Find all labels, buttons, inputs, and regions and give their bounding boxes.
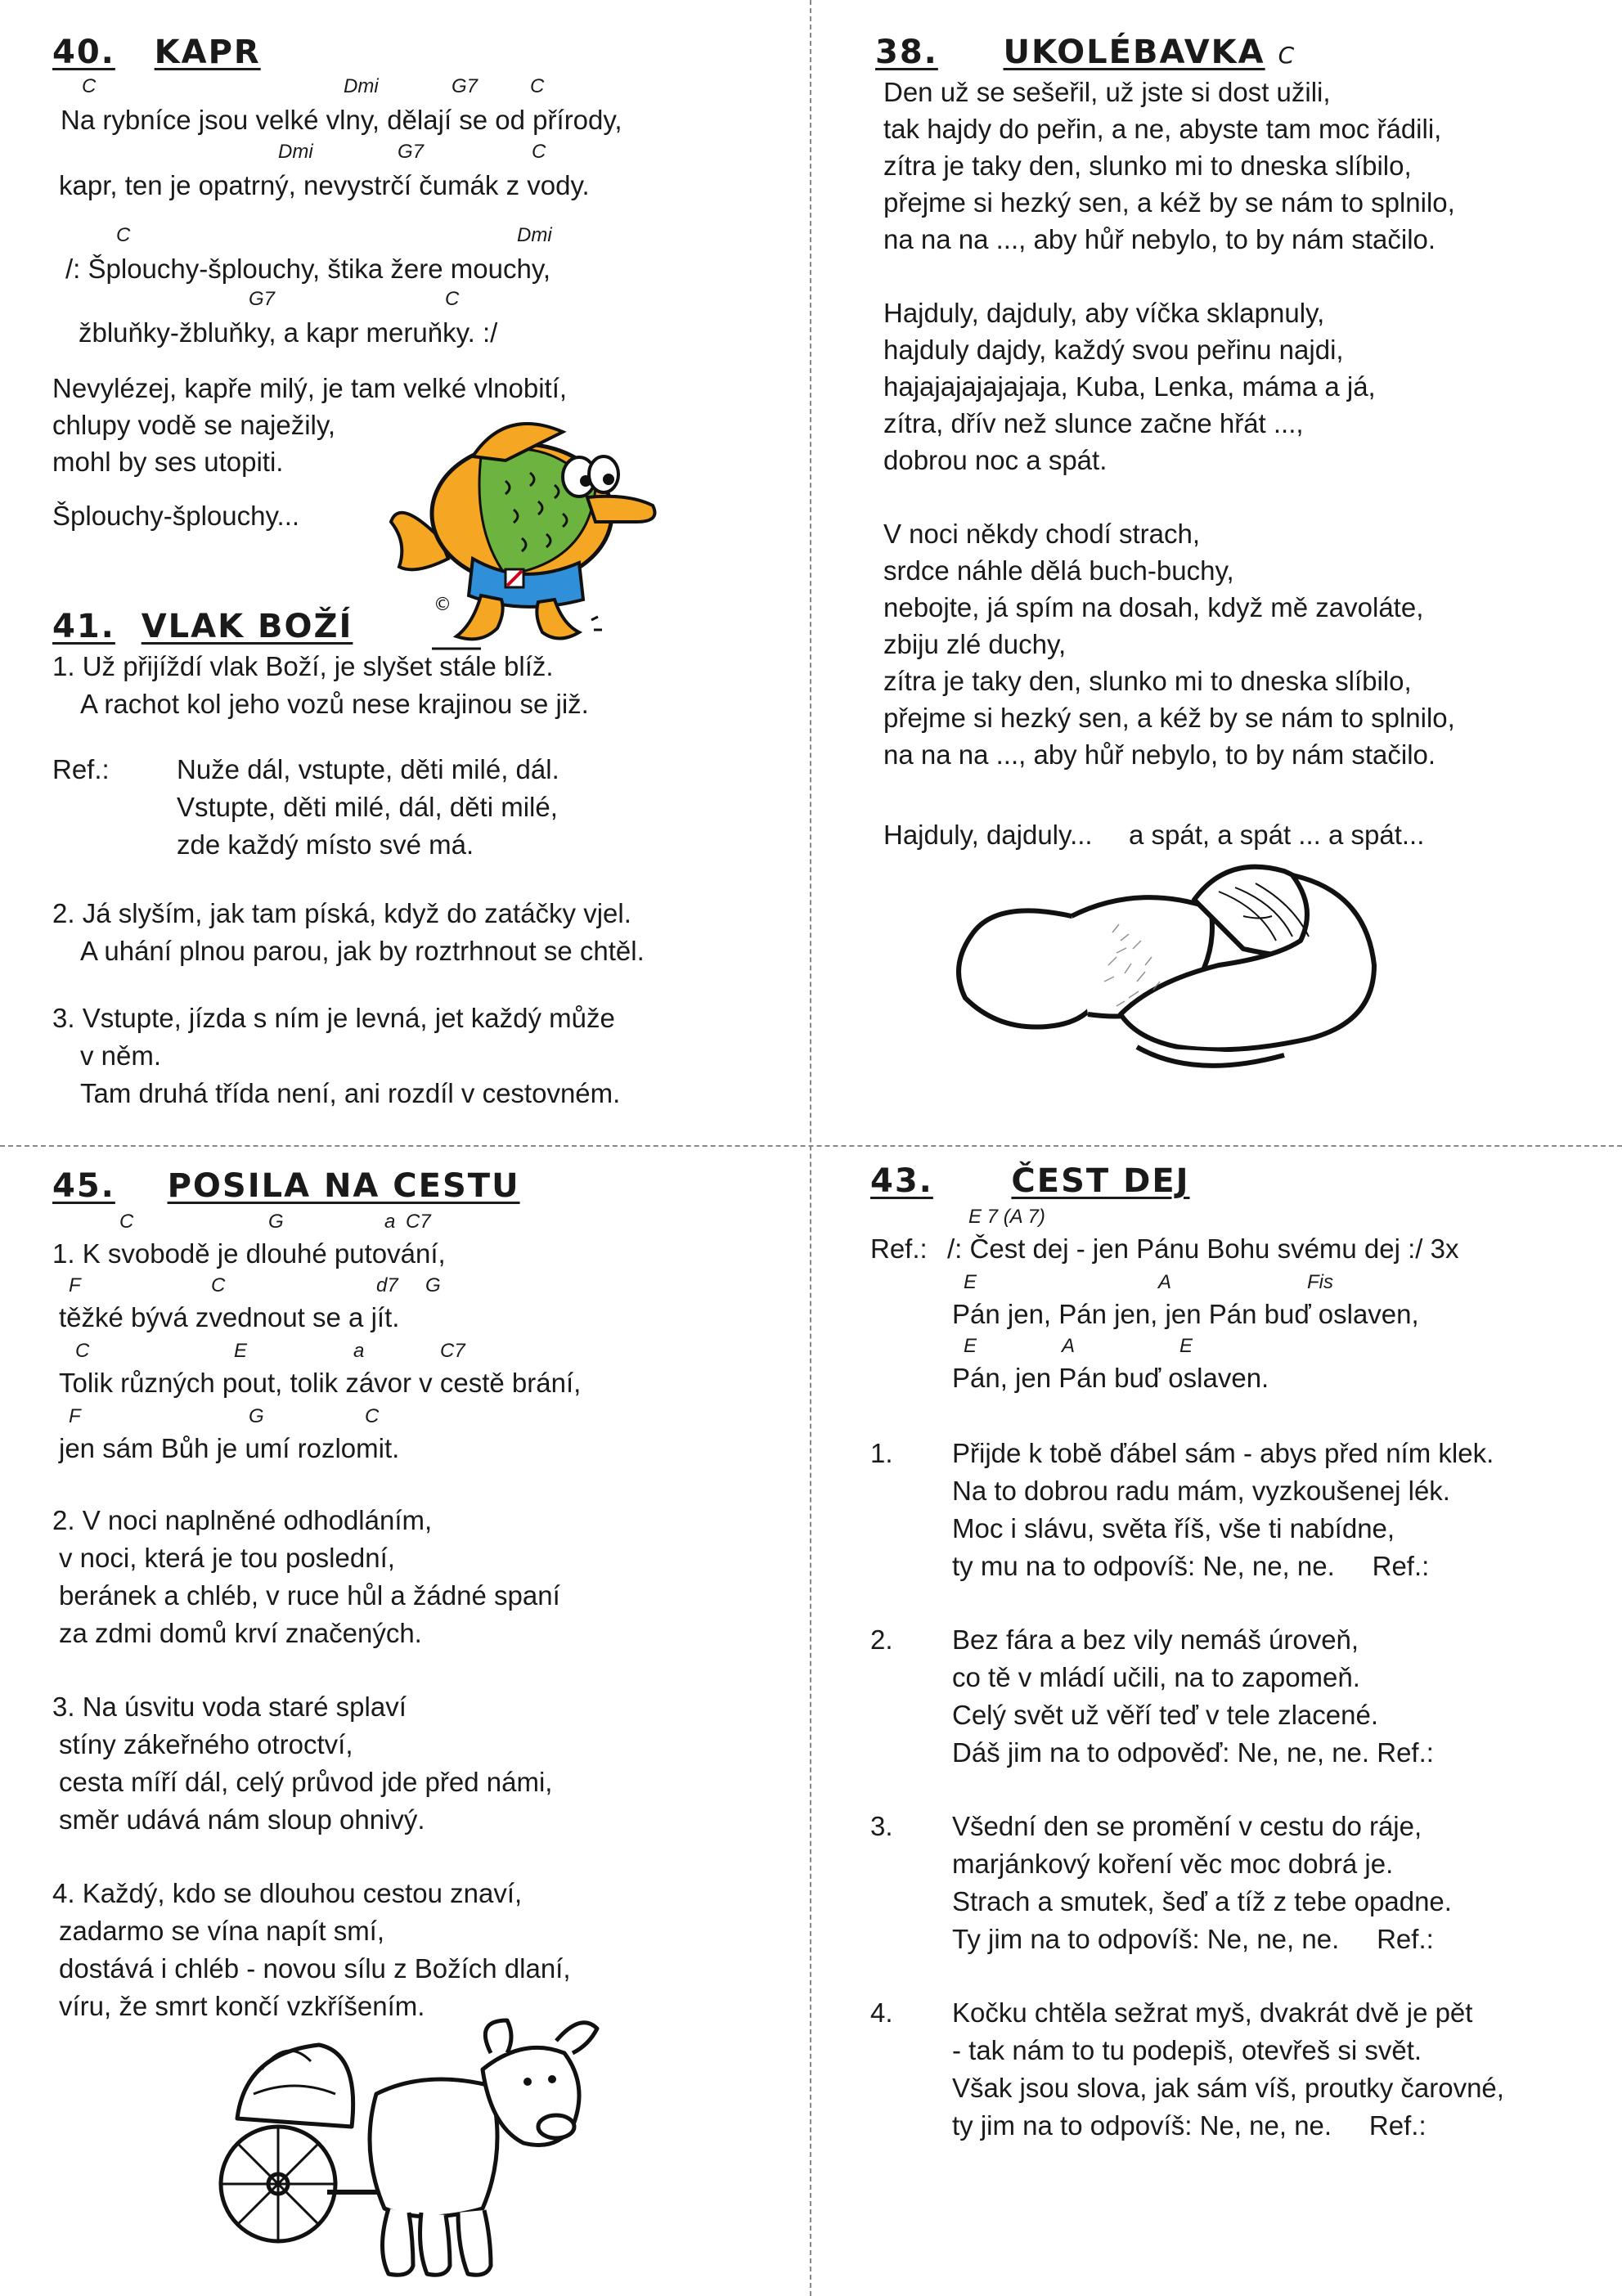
lyric-line: beránek a chléb, v ruce hůl a žádné spaní	[59, 1580, 560, 1611]
lyric-line: Tam druhá třída není, ani rozdíl v cestovném.	[80, 1078, 621, 1108]
chord: C	[365, 1405, 380, 1427]
lyric-line: Ty jim na to odpovíš: Ne, ne, ne. Ref.:	[952, 1924, 1434, 1954]
lyric-line: Kočku chtěla sežrat myš, dvakrát dvě je pět	[952, 1997, 1473, 2028]
lyric-line: V noci někdy chodí strach,	[883, 519, 1201, 549]
lyric-line: jen sám Bůh je umí rozlomit.	[59, 1433, 400, 1463]
lyric-line: 3. Na úsvitu voda staré splaví	[52, 1692, 407, 1722]
refrain-label: Ref.:	[870, 1233, 928, 1264]
lyric-line: kapr, ten je opatrný, nevystrčí čumák z vody.	[59, 170, 590, 200]
lyric-line: Hajduly, dajduly, aby víčka sklapnuly,	[883, 298, 1325, 328]
chord: Dmi	[344, 75, 379, 97]
ending-line: a spát, a spát ... a spát...	[1129, 820, 1425, 850]
chord: F	[69, 1405, 81, 1427]
lyric-line: stíny zákeřného otroctví,	[59, 1729, 353, 1759]
lyric-line: Strach a smutek, šeď a tíž z tebe opadne.	[952, 1886, 1452, 1916]
lyric-line: za zdmi domů krví značených.	[59, 1618, 422, 1648]
chord: G7	[398, 141, 425, 163]
refrain-reference: Šplouchy-šplouchy...	[52, 501, 300, 531]
lyric-line: Moc i slávu, světa říš, vše ti nabídne,	[952, 1513, 1395, 1543]
lyric-line: Nuže dál, vstupte, děti milé, dál.	[177, 754, 559, 784]
verse-number: 2.	[870, 1624, 893, 1655]
chord: G	[268, 1211, 284, 1233]
chord: d7	[376, 1274, 398, 1296]
lyric-line: A uhání plnou parou, jak by roztrhnout se chtěl.	[80, 936, 645, 966]
chord: C	[82, 75, 97, 97]
lyric-line: chlupy vodě se naježily,	[52, 410, 336, 440]
lyric-line: zítra je taky den, slunko mi to dneska slíbilo,	[883, 666, 1412, 696]
chord: G	[249, 1405, 264, 1427]
lyric-line: - tak nám to tu podepiš, otevřeš si svět.	[952, 2035, 1422, 2065]
lyric-line: /: Čest dej - jen Pánu Bohu svému dej :/ 3x	[947, 1233, 1459, 1264]
lyric-line: nebojte, já spím na dosah, když mě zavoláte,	[883, 592, 1424, 622]
chord: E 7 (A 7)	[968, 1206, 1045, 1228]
lyric-line: těžké bývá zvednout se a jít.	[59, 1302, 400, 1332]
lyric-line: Na rybníce jsou velké vlny, dělají se od přírody,	[61, 105, 622, 135]
chord: G	[425, 1274, 441, 1296]
lyric-line: Nevylézej, kapře milý, je tam velké vlnobití,	[52, 373, 568, 403]
lyric-line: na na na ..., aby hůř nebylo, to by nám stačilo.	[883, 739, 1436, 770]
song-key: C	[1278, 42, 1295, 69]
verse-number: 3.	[870, 1811, 893, 1841]
lyric-line: zadarmo se vína napít smí,	[59, 1916, 385, 1946]
lyric-line: přejme si hezký sen, a kéž by se nám to splnilo,	[883, 703, 1455, 733]
lyric-line: /: Šplouchy-šplouchy, štika žere mouchy,	[65, 254, 551, 284]
sleeping-child-illustration-icon	[949, 859, 1382, 1080]
song-title-cest-dej: 43. ČEST DEJ	[870, 1162, 1190, 1200]
lyric-line: Přijde k tobě ďábel sám - abys před ním klek.	[952, 1438, 1494, 1468]
chord: C	[116, 224, 131, 246]
lyric-line: cesta míří dál, celý průvod jde před námi,	[59, 1767, 553, 1797]
lyric-line: marjánkový koření věc moc dobrá je.	[952, 1849, 1394, 1879]
lyric-line: Pán, jen Pán buď oslaven.	[952, 1363, 1269, 1393]
horizontal-cut-line	[0, 1145, 1622, 1147]
chord: A	[1062, 1335, 1076, 1357]
lyric-line: víru, že smrt končí vzkříšením.	[59, 1991, 425, 2021]
chord: E	[234, 1340, 248, 1362]
lyric-line: Však jsou slova, jak sám víš, proutky čarovné,	[952, 2073, 1504, 2103]
chord: Fis	[1307, 1271, 1333, 1293]
refrain-label: Ref.:	[52, 754, 110, 784]
lyric-line: srdce náhle dělá buch-buchy,	[883, 555, 1234, 586]
chord: A	[1158, 1271, 1172, 1293]
lyric-line: zítra, dřív než slunce začne hřát ...,	[883, 408, 1304, 438]
chord: E	[964, 1335, 977, 1357]
song-title-posila-na-cestu: 45. POSILA NA CESTU	[52, 1167, 520, 1205]
lyric-line: zbiju zlé duchy,	[883, 629, 1067, 659]
chord: a	[353, 1340, 365, 1362]
lyric-line: tak hajdy do peřin, a ne, abyste tam moc řádili,	[883, 114, 1442, 144]
lyric-line: hajajajajajajaja, Kuba, Lenka, máma a já,	[883, 371, 1376, 402]
copyright-mark: ©	[434, 595, 452, 615]
lyric-line: 1. Už přijíždí vlak Boží, je slyšet stále blíž.	[52, 651, 554, 681]
chord: F	[69, 1274, 81, 1296]
chord: C	[211, 1274, 226, 1296]
lyric-line: 3. Vstupte, jízda s ním je levná, jet každý může	[52, 1003, 615, 1033]
lyric-line: směr udává nám sloup ohnivý.	[59, 1804, 425, 1835]
song-title-vlak-bozi: 41. VLAK BOŽÍ	[52, 608, 353, 645]
chord: G7	[452, 75, 479, 97]
lyric-line: co tě v mládí učili, na to zapomeň.	[952, 1662, 1360, 1692]
lyric-line: 2. Já slyším, jak tam píská, když do zatáčky vjel.	[52, 898, 631, 928]
lyric-line: ty mu na to odpovíš: Ne, ne, ne. Ref.:	[952, 1551, 1430, 1581]
lyric-line: přejme si hezký sen, a kéž by se nám to splnilo,	[883, 187, 1455, 218]
chord: G7	[249, 288, 276, 310]
lyric-line: Na to dobrou radu mám, vyzkoušenej lék.	[952, 1476, 1450, 1506]
lyric-line: A rachot kol jeho vozů nese krajinou se již.	[80, 689, 589, 719]
ox-cart-illustration-icon	[213, 2004, 605, 2282]
lyric-line: ty jim na to odpovíš: Ne, ne, ne. Ref.:	[952, 2110, 1427, 2141]
lyric-line: 4. Každý, kdo se dlouhou cestou znaví,	[52, 1878, 523, 1908]
lyric-line: dostává i chléb - novou sílu z Božích dlaní,	[59, 1953, 571, 1984]
lyric-line: Vstupte, děti milé, dál, děti milé,	[177, 792, 558, 822]
lyric-line: v noci, která je tou poslední,	[59, 1543, 395, 1573]
verse-number: 1.	[870, 1438, 893, 1468]
chord: Dmi	[278, 141, 313, 163]
chord: Dmi	[517, 224, 552, 246]
lyric-line: Den už se sešeřil, už jste si dost užili,	[883, 77, 1331, 107]
lyric-line: 1. K svobodě je dlouhé putování,	[52, 1238, 446, 1269]
refrain-reference: Hajduly, dajduly...	[883, 820, 1093, 850]
song-title-ukolebavka: 38. UKOLÉBAVKA C	[875, 34, 1295, 71]
chord: a	[384, 1211, 396, 1233]
verse-number: 4.	[870, 1997, 893, 2028]
lyric-line: na na na ..., aby hůř nebylo, to by nám stačilo.	[883, 224, 1436, 254]
lyric-line: žbluňky-žbluňky, a kapr meruňky. :/	[79, 317, 498, 348]
chord: C7	[406, 1211, 431, 1233]
chord: C	[532, 141, 546, 163]
fish-illustration-icon	[383, 399, 694, 653]
chord: C7	[440, 1340, 465, 1362]
chord: E	[964, 1271, 977, 1293]
song-title-kapr: 40. KAPR	[52, 34, 261, 71]
lyric-line: mohl by ses utopiti.	[52, 447, 284, 477]
lyric-line: Pán jen, Pán jen, jen Pán buď oslaven,	[952, 1299, 1419, 1329]
lyric-line: Dáš jim na to odpověď: Ne, ne, ne. Ref.:	[952, 1737, 1434, 1768]
chord: E	[1179, 1335, 1193, 1357]
lyric-line: Tolik různých pout, tolik závor v cestě brání,	[59, 1368, 582, 1398]
chord: C	[530, 75, 545, 97]
lyric-line: zde každý místo své má.	[177, 829, 474, 860]
lyric-line: hajduly dajdy, každý svou peřinu najdi,	[883, 335, 1344, 365]
chord: C	[75, 1340, 90, 1362]
lyric-line: v něm.	[80, 1040, 162, 1071]
lyric-line: Všední den se promění v cestu do ráje,	[952, 1811, 1422, 1841]
lyric-line: dobrou noc a spát.	[883, 445, 1108, 475]
lyric-line: Celý svět už věří teď v tele zlacené.	[952, 1700, 1379, 1730]
lyric-line: zítra je taky den, slunko mi to dneska slíbilo,	[883, 151, 1412, 181]
chord: C	[119, 1211, 134, 1233]
vertical-cut-line	[810, 0, 811, 2296]
lyric-line: 2. V noci naplněné odhodláním,	[52, 1505, 433, 1535]
lyric-line: Bez fára a bez vily nemáš úroveň,	[952, 1624, 1359, 1655]
chord: C	[445, 288, 460, 310]
